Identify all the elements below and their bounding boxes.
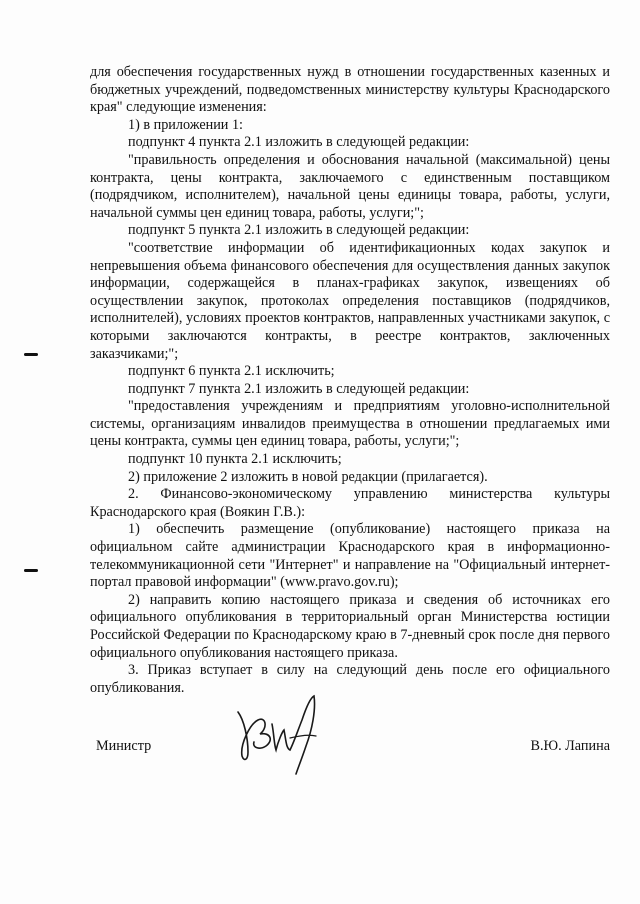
binding-mark-top [24,353,38,356]
paragraph-item: подпункт 5 пункта 2.1 изложить в следующей редакции: [128,222,470,239]
handwritten-signature-icon [228,690,338,776]
paragraph-item: 2. Финансово-экономическому управлению министерства культуры Краснодарского края (Воякин Г.В.): [90,486,610,520]
signatory-title: Министр [96,738,152,754]
document-body [90,64,610,697]
paragraph-item: подпункт 7 пункта 2.1 изложить в следующей редакции: [128,380,470,397]
paragraph-item: подпункт 6 пункта 2.1 исключить; [128,363,335,380]
paragraph-item: 1) в приложении 1: [128,116,243,133]
paragraph-item: 3. Приказ вступает в силу на следующий день после его официального опубликования. [90,662,610,696]
paragraph-item: 1) обеспечить размещение (опубликование) настоящего приказа на официальном сайте администрации Краснодарского края в информационно-телекоммуникационной сети "Интернет" и направление на "Официальный интернет-портал правовой информации" (www.pravo.gov.ru); [90,521,610,591]
paragraph-item: "соответствие информации об идентификационных кодах закупок и непревышения объема финансового обеспечения для осуществления данных закупок информации, содержащейся в планах-графиках закупок, извещениях об осуществлении закупок, протоколах определения поставщиков (подрядчиков, исполнителей), условиях проектов контрактов, направленных участниками закупок, с которыми заключаются контракты, в реестре контрактов, заключенных заказчиками;"; [90,239,610,362]
paragraph-item: подпункт 10 пункта 2.1 исключить; [128,451,342,468]
paragraph-item: 2) приложение 2 изложить в новой редакции (прилагается). [128,468,488,485]
signatory-name: В.Ю. Лапина [530,738,610,754]
paragraph-item: 2) направить копию настоящего приказа и сведения об источниках его официального опубликования в территориальный орган Министерства юстиции Российской Федерации по Краснодарскому краю в 7-дневный срок после дня первого официального опубликования настоящего приказа. [90,591,610,661]
paragraph-item: подпункт 4 пункта 2.1 изложить в следующей редакции: [128,134,470,151]
binding-mark-bottom [24,569,38,572]
paragraph-intro: для обеспечения государственных нужд в отношении государственных казенных и бюджетных учреждений, подведомственных министерству культуры Краснодарского края" следующие изменения: [90,64,610,116]
paragraph-item: "правильность определения и обоснования начальной (максимальной) цены контракта, цены контракта, заключаемого с единственным поставщиком (подрядчиком, исполнителем), начальной цены единицы товара, работы, услуги, начальной суммы цен единиц товара, работы, услуги;"; [90,151,610,221]
paragraph-item: "предоставления учреждениям и предприятиям уголовно-исполнительной системы, организациям инвалидов преимущества в отношении предлагаемых ими цены контракта, суммы цен единиц товара, работы, услуги;"; [90,398,610,450]
signature-block [90,738,610,758]
